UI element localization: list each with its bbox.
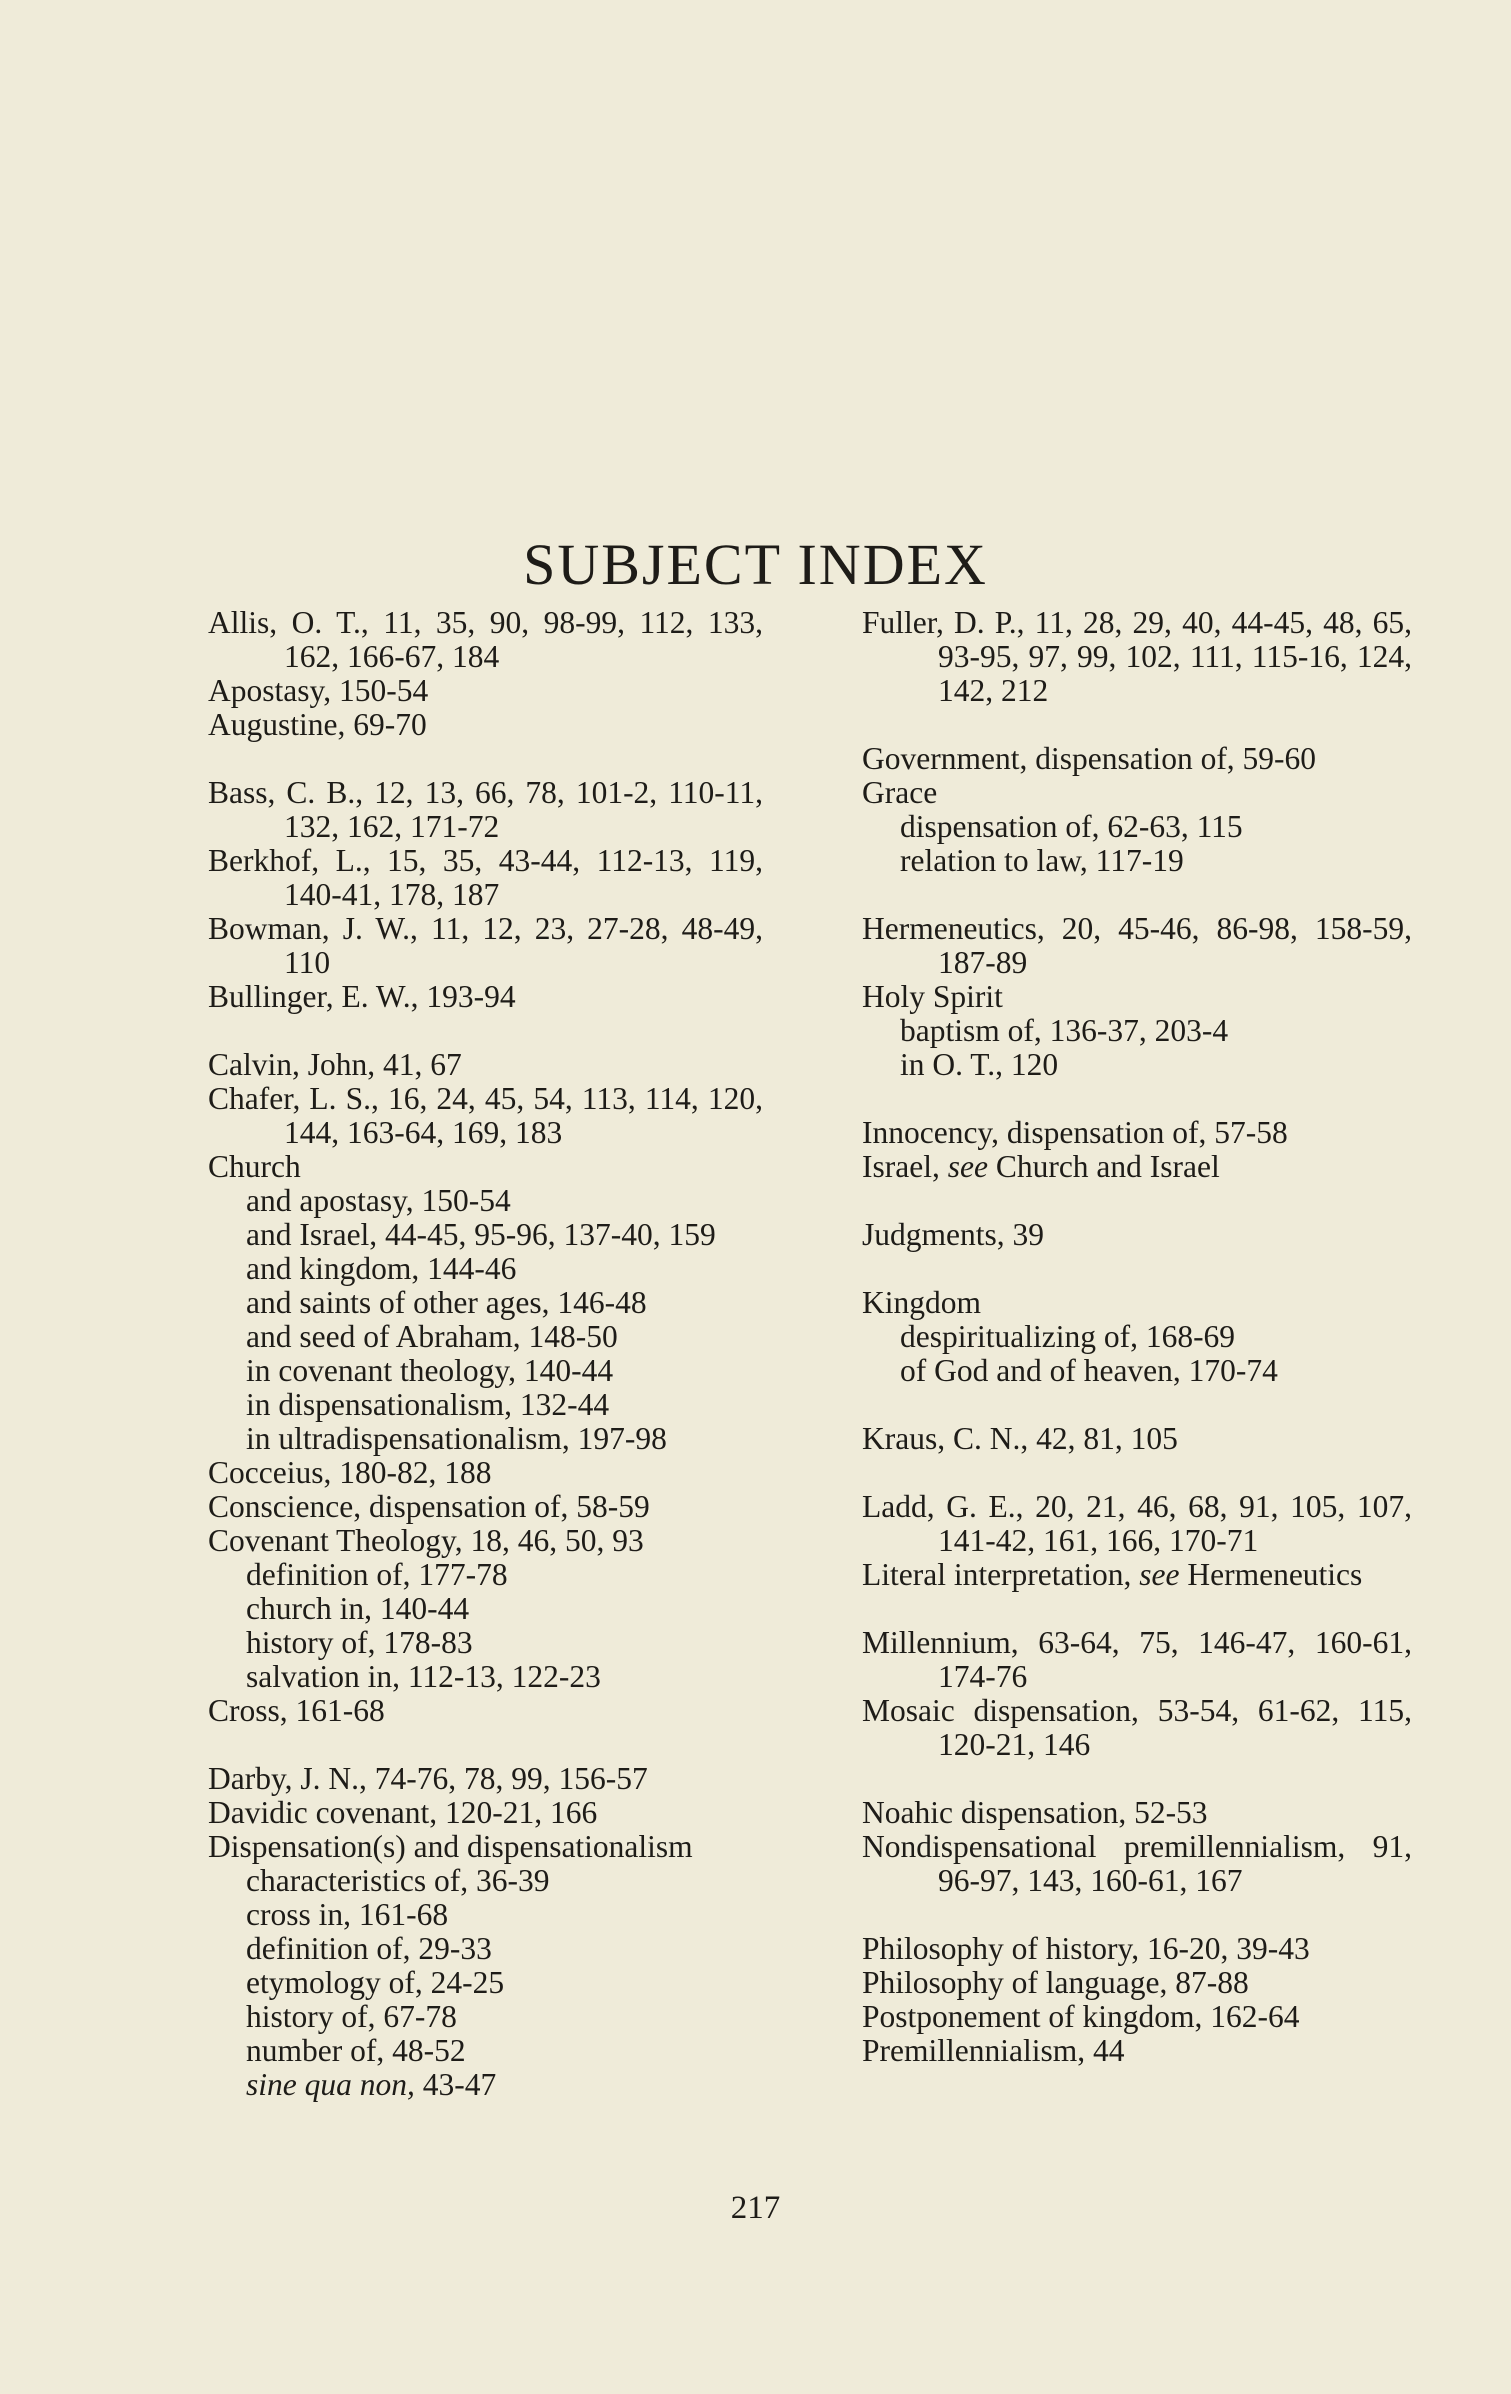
- entry-text: Millennium, 63-64, 75, 146-47, 160-61, 174-76: [862, 1625, 1412, 1694]
- index-column-left: [208, 606, 763, 2102]
- entry-text: Holy Spirit: [862, 979, 1003, 1014]
- index-entry: [208, 1762, 763, 1796]
- entry-text: Mosaic dispensation, 53-54, 61-62, 115, 120-21, 146: [862, 1693, 1412, 1762]
- index-entry: [208, 776, 763, 844]
- entry-text: and Israel, 44-45, 95-96, 137-40, 159: [246, 1217, 716, 1252]
- index-entry: [208, 708, 763, 742]
- index-entry: [862, 1830, 1412, 1898]
- index-subentry: [862, 1048, 1412, 1082]
- index-subentry: [208, 1218, 763, 1252]
- entry-text: cross in, 161-68: [246, 1897, 449, 1932]
- entry-text: and kingdom, 144-46: [246, 1251, 517, 1286]
- entry-text: Ladd, G. E., 20, 21, 46, 68, 91, 105, 107, 141-42, 161, 166, 170-71: [862, 1489, 1412, 1558]
- index-subentry: [862, 1354, 1412, 1388]
- entry-spacer: [862, 1456, 1412, 1490]
- page-number: 217: [730, 2190, 781, 2226]
- index-entry: [862, 776, 1412, 810]
- entry-spacer: [862, 878, 1412, 912]
- entry-text: in dispensationalism, 132-44: [246, 1387, 610, 1422]
- entry-text: Hermeneutics, 20, 45-46, 86-98, 158-59, 187-89: [862, 911, 1412, 980]
- entry-text: characteristics of, 36-39: [246, 1863, 550, 1898]
- index-entry: [862, 912, 1412, 980]
- entry-spacer: [862, 1388, 1412, 1422]
- index-entry: [208, 1524, 763, 1558]
- entry-text: Philosophy of history, 16-20, 39-43: [862, 1931, 1310, 1966]
- entry-text: despiritualizing of, 168-69: [900, 1319, 1236, 1354]
- index-entry: [862, 742, 1412, 776]
- entry-text: Hermeneutics: [1179, 1557, 1363, 1592]
- entry-text: Conscience, dispensation of, 58-59: [208, 1489, 650, 1524]
- page-title: SUBJECT INDEX: [523, 531, 988, 597]
- entry-text: Government, dispensation of, 59-60: [862, 741, 1317, 776]
- entry-text: of God and of heaven, 170-74: [900, 1353, 1278, 1388]
- index-subentry: [208, 2034, 763, 2068]
- index-subentry: [208, 1388, 763, 1422]
- index-entry: [208, 1796, 763, 1830]
- index-subentry: [862, 844, 1412, 878]
- entry-italic-text: sine qua non,: [246, 2067, 415, 2102]
- index-entry: [862, 1694, 1412, 1762]
- entry-text: Berkhof, L., 15, 35, 43-44, 112-13, 119, 140-41, 178, 187: [208, 843, 763, 912]
- index-entry: [862, 980, 1412, 1014]
- index-entry: [862, 2000, 1412, 2034]
- index-subentry: [862, 1320, 1412, 1354]
- entry-text: and seed of Abraham, 148-50: [246, 1319, 618, 1354]
- entry-text: Premillennialism, 44: [862, 2033, 1125, 2068]
- entry-text: Darby, J. N., 74-76, 78, 99, 156-57: [208, 1761, 648, 1796]
- index-entry: [208, 606, 763, 674]
- entry-text: dispensation of, 62-63, 115: [900, 809, 1243, 844]
- index-entry: [862, 1626, 1412, 1694]
- index-entry: [862, 1218, 1412, 1252]
- entry-italic-text: see: [947, 1149, 988, 1184]
- entry-text: in O. T., 120: [900, 1047, 1059, 1082]
- index-subentry: [208, 1558, 763, 1592]
- entry-spacer: [208, 742, 763, 776]
- entry-text: definition of, 177-78: [246, 1557, 508, 1592]
- entry-text: definition of, 29-33: [246, 1931, 492, 1966]
- entry-text: Covenant Theology, 18, 46, 50, 93: [208, 1523, 644, 1558]
- entry-text: Davidic covenant, 120-21, 166: [208, 1795, 598, 1830]
- entry-text: and saints of other ages, 146-48: [246, 1285, 647, 1320]
- index-entry: [208, 1830, 763, 1864]
- entry-text: Allis, O. T., 11, 35, 90, 98-99, 112, 133, 162, 166-67, 184: [208, 605, 763, 674]
- entry-text: Noahic dispensation, 52-53: [862, 1795, 1208, 1830]
- entry-spacer: [862, 1184, 1412, 1218]
- entry-spacer: [862, 1252, 1412, 1286]
- entry-text: Literal interpretation,: [862, 1557, 1140, 1592]
- index-subentry: [208, 1354, 763, 1388]
- index-entry: [862, 1150, 1412, 1184]
- index-subentry: [862, 810, 1412, 844]
- entry-italic-text: see: [1139, 1557, 1180, 1592]
- entry-text: Bass, C. B., 12, 13, 66, 78, 101-2, 110-11, 132, 162, 171-72: [208, 775, 763, 844]
- entry-spacer: [208, 1014, 763, 1048]
- index-entry: [862, 1558, 1412, 1592]
- entry-text: etymology of, 24-25: [246, 1965, 505, 2000]
- index-entry: [208, 1456, 763, 1490]
- entry-text: salvation in, 112-13, 122-23: [246, 1659, 601, 1694]
- entry-text: history of, 67-78: [246, 1999, 457, 2034]
- entry-text: Apostasy, 150-54: [208, 673, 429, 708]
- index-subentry: [208, 1252, 763, 1286]
- entry-text: relation to law, 117-19: [900, 843, 1184, 878]
- entry-text: Nondispensational premillennialism, 91, 96-97, 143, 160-61, 167: [862, 1829, 1412, 1898]
- index-entry: [208, 674, 763, 708]
- index-subentry: [208, 1898, 763, 1932]
- entry-text: Cocceius, 180-82, 188: [208, 1455, 492, 1490]
- index-subentry: [208, 1864, 763, 1898]
- entry-text: 43-47: [414, 2067, 497, 2102]
- index-entry: [862, 1286, 1412, 1320]
- entry-text: and apostasy, 150-54: [246, 1183, 511, 1218]
- entry-spacer: [208, 1728, 763, 1762]
- entry-text: Kraus, C. N., 42, 81, 105: [862, 1421, 1178, 1456]
- entry-text: Cross, 161-68: [208, 1693, 385, 1728]
- index-entry: [862, 1116, 1412, 1150]
- entry-text: Chafer, L. S., 16, 24, 45, 54, 113, 114, 120, 144, 163-64, 169, 183: [208, 1081, 763, 1150]
- index-entry: [862, 2034, 1412, 2068]
- index-entry: [862, 1490, 1412, 1558]
- index-entry: [208, 1490, 763, 1524]
- index-subentry: [208, 1286, 763, 1320]
- entry-text: church in, 140-44: [246, 1591, 470, 1626]
- index-entry: [208, 1694, 763, 1728]
- entry-text: history of, 178-83: [246, 1625, 473, 1660]
- index-entry: [862, 1932, 1412, 1966]
- index-entry: [208, 1150, 763, 1184]
- entry-text: Kingdom: [862, 1285, 982, 1320]
- index-subentry: [208, 1966, 763, 2000]
- index-entry: [862, 606, 1412, 708]
- entry-text: Calvin, John, 41, 67: [208, 1047, 462, 1082]
- entry-text: Bullinger, E. W., 193-94: [208, 979, 516, 1014]
- entry-text: Judgments, 39: [862, 1217, 1045, 1252]
- entry-text: baptism of, 136-37, 203-4: [900, 1013, 1229, 1048]
- entry-text: Philosophy of language, 87-88: [862, 1965, 1249, 2000]
- index-subentry: [208, 2000, 763, 2034]
- index-column-right: [862, 606, 1412, 2068]
- entry-text: Innocency, dispensation of, 57-58: [862, 1115, 1288, 1150]
- index-subentry: [208, 1660, 763, 1694]
- entry-spacer: [862, 1898, 1412, 1932]
- index-entry: [862, 1422, 1412, 1456]
- index-entry: [208, 912, 763, 980]
- index-entry: [208, 980, 763, 1014]
- index-subentry: [208, 1592, 763, 1626]
- index-entry: [208, 844, 763, 912]
- index-subentry: [208, 1184, 763, 1218]
- index-subentry: [208, 1422, 763, 1456]
- entry-spacer: [862, 1082, 1412, 1116]
- entry-spacer: [862, 708, 1412, 742]
- index-subentry: [208, 1932, 763, 1966]
- entry-text: in ultradispensationalism, 197-98: [246, 1421, 667, 1456]
- entry-text: number of, 48-52: [246, 2033, 466, 2068]
- entry-text: Church and Israel: [987, 1149, 1220, 1184]
- entry-text: Dispensation(s) and dispensationalism: [208, 1829, 693, 1864]
- index-subentry: [208, 1626, 763, 1660]
- entry-text: Israel,: [862, 1149, 948, 1184]
- entry-text: Postponement of kingdom, 162-64: [862, 1999, 1300, 2034]
- index-subentry: [862, 1014, 1412, 1048]
- index-entry: [862, 1796, 1412, 1830]
- entry-text: Grace: [862, 775, 938, 810]
- index-entry: [862, 1966, 1412, 2000]
- entry-text: in covenant theology, 140-44: [246, 1353, 614, 1388]
- index-subentry: [208, 2068, 763, 2102]
- entry-text: Augustine, 69-70: [208, 707, 427, 742]
- entry-text: Fuller, D. P., 11, 28, 29, 40, 44-45, 48, 65, 93-95, 97, 99, 102, 111, 115-16, 124, 142, 212: [862, 605, 1412, 708]
- entry-text: Church: [208, 1149, 301, 1184]
- entry-spacer: [862, 1762, 1412, 1796]
- index-subentry: [208, 1320, 763, 1354]
- entry-spacer: [862, 1592, 1412, 1626]
- index-entry: [208, 1082, 763, 1150]
- index-entry: [208, 1048, 763, 1082]
- entry-text: Bowman, J. W., 11, 12, 23, 27-28, 48-49, 110: [208, 911, 763, 980]
